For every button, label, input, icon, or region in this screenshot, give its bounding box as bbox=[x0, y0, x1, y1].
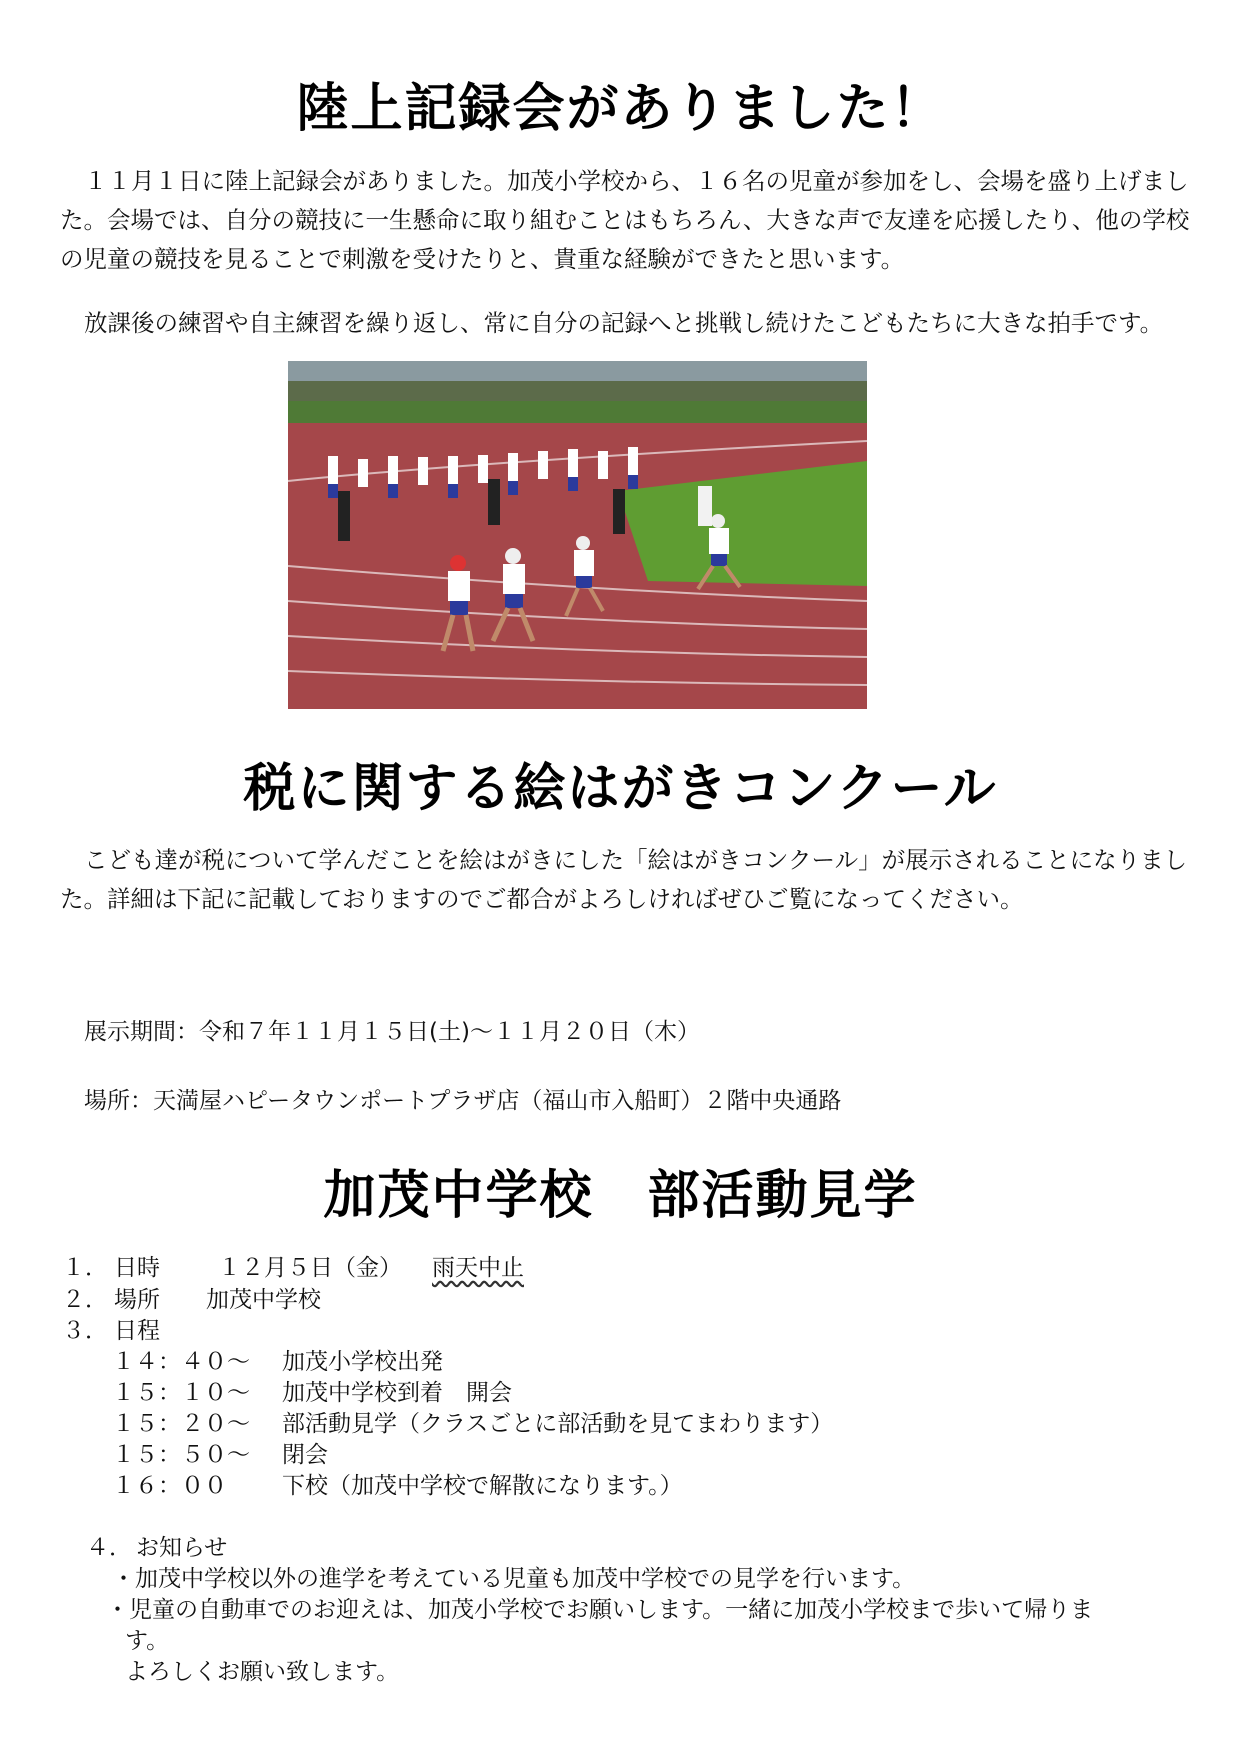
notice-2-line-3: よろしくお願い致します。 bbox=[125, 1659, 400, 1685]
item-schedule-label: 日程 bbox=[114, 1318, 160, 1344]
rain-cancel-note: 雨天中止 bbox=[432, 1255, 524, 1281]
item-notice-number: ４． bbox=[86, 1535, 132, 1561]
schedule-desc: 閉会 bbox=[282, 1442, 328, 1468]
schedule-desc: 下校（加茂中学校で解散になります。） bbox=[282, 1473, 683, 1499]
schedule-time: １４：４０～ bbox=[112, 1349, 250, 1375]
item-date-value: １２月５日（金） bbox=[218, 1255, 402, 1281]
item-date bbox=[62, 1249, 524, 1282]
track-meet-text-2: 放課後の練習や自主練習を繰り返し、常に自分の記録へと挑戦し続けたこどもたちに大きな拍手です。 bbox=[84, 309, 1164, 337]
schedule-time: １６：００ bbox=[112, 1473, 227, 1499]
exhibition-place: 場所：天満屋ハピータウンポートプラザ店（福山市入船町）２階中央通路 bbox=[84, 1088, 842, 1114]
item-notice-label: お知らせ bbox=[136, 1535, 228, 1561]
schedule-row bbox=[112, 1343, 443, 1376]
item-place-number: ２． bbox=[62, 1287, 108, 1313]
item-place-value: 加茂中学校 bbox=[206, 1287, 321, 1313]
item-schedule-number: ３． bbox=[62, 1318, 108, 1344]
notice-2-line-2: す。 bbox=[125, 1628, 170, 1654]
item-place-label: 場所 bbox=[114, 1287, 160, 1313]
schedule-desc: 部活動見学（クラスごとに部活動を見てまわります） bbox=[282, 1411, 834, 1437]
schedule-row bbox=[112, 1467, 683, 1500]
club-visit-heading: 加茂中学校 部活動見学 bbox=[323, 1166, 918, 1226]
track-meet-paragraph-2 bbox=[60, 304, 1210, 343]
schedule-desc: 加茂小学校出発 bbox=[282, 1349, 443, 1375]
tax-contest-text: こども達が税について学んだことを絵はがきにした「絵はがきコンクール」が展示されることになりました。詳細は下記に記載しておりますのでご都合がよろしければぜひご覧になってください。 bbox=[60, 846, 1188, 913]
track-meet-photo bbox=[288, 361, 867, 709]
tax-contest-heading: 税に関する絵はがきコンクール bbox=[243, 759, 998, 819]
schedule-time: １５：２０～ bbox=[112, 1411, 250, 1437]
item-date-label: 日時 bbox=[114, 1255, 160, 1281]
schedule-row bbox=[112, 1374, 512, 1407]
schedule-desc: 加茂中学校到着 開会 bbox=[282, 1380, 512, 1406]
schedule-time: １５：５０～ bbox=[112, 1442, 250, 1468]
item-schedule bbox=[62, 1312, 160, 1345]
item-place bbox=[62, 1281, 321, 1314]
schedule-row bbox=[112, 1436, 328, 1469]
track-meet-heading: 陸上記録会がありました！ bbox=[296, 79, 945, 139]
exhibition-period: 展示期間：令和７年１１月１５日(土)～１１月２０日（木） bbox=[84, 1019, 700, 1045]
tax-contest-paragraph bbox=[60, 841, 1210, 919]
schedule-time: １５：１０～ bbox=[112, 1380, 250, 1406]
item-notice bbox=[86, 1529, 227, 1562]
notice-1: ・加茂中学校以外の進学を考えている児童も加茂中学校での見学を行います。 bbox=[112, 1566, 916, 1592]
track-meet-paragraph bbox=[60, 162, 1210, 279]
track-meet-text-1: １１月１日に陸上記録会がありました。加茂小学校から、１６名の児童が参加をし、会場を盛り上げました。会場では、自分の競技に一生懸命に取り組むことはもちろん、大きな声で友達を応援したり、他の学校の児童の競技を見ることで刺激を受けたりと、貴重な経験ができたと思います。 bbox=[60, 167, 1190, 273]
item-date-number: １． bbox=[62, 1255, 108, 1281]
schedule-row bbox=[112, 1405, 833, 1438]
notice-2-line-1: ・児童の自動車でのお迎えは、加茂小学校でお願いします。一緒に加茂小学校まで歩いて帰りま bbox=[106, 1597, 1094, 1623]
